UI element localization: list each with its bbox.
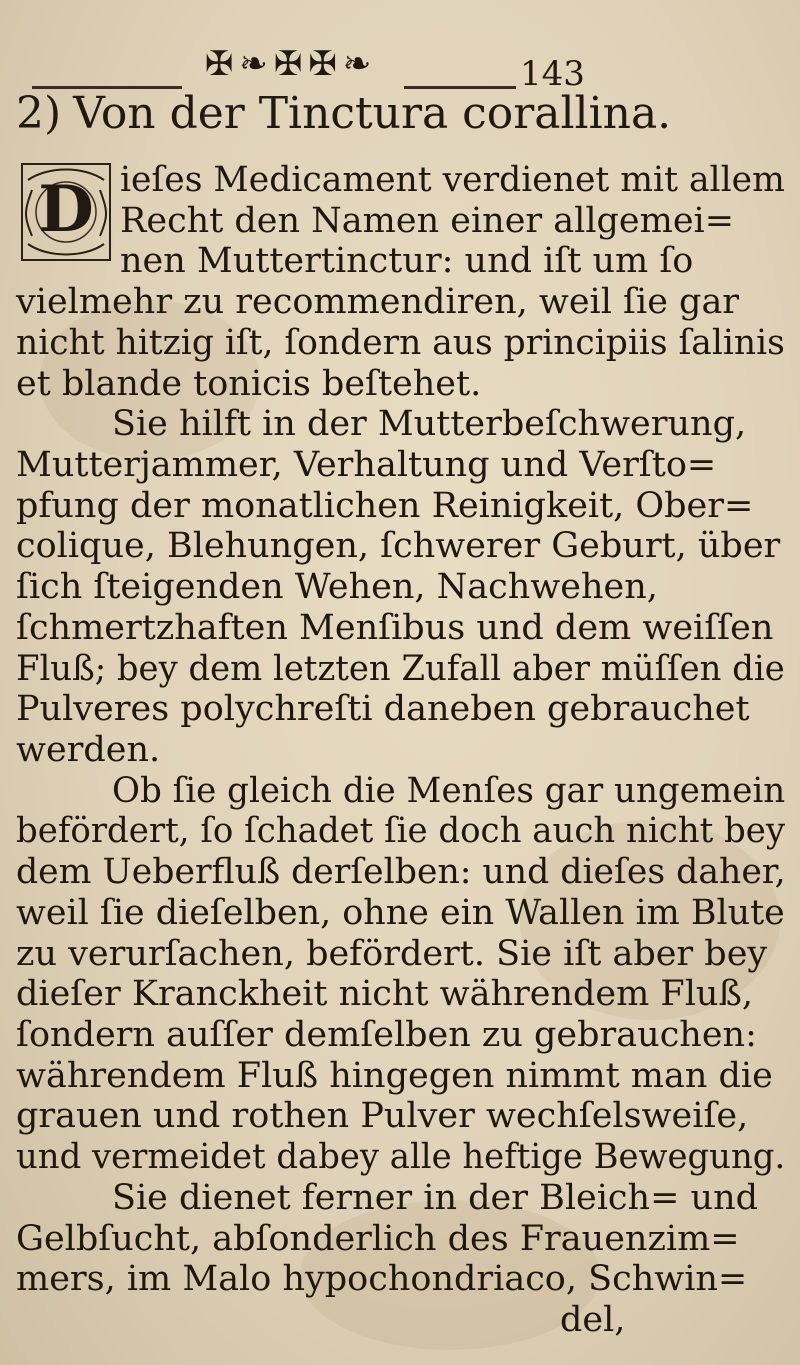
text-line: pfung der monatlichen Reinigkeit, Ober= bbox=[16, 486, 754, 526]
text-line: nicht hitzig iſt, ſondern aus principiis ſalinis bbox=[16, 323, 785, 363]
text-line: Recht den Namen einer allgemei= bbox=[120, 201, 735, 241]
header-ornament: ✠❧✠✠❧ bbox=[204, 44, 378, 84]
catchword: del, bbox=[560, 1300, 626, 1340]
text-line: Pulveres polychreſti daneben gebrauchet bbox=[16, 689, 750, 729]
decorated-initial bbox=[18, 160, 114, 264]
section-title: Von der Tinctura corallina. bbox=[73, 88, 672, 139]
text-line: ſchmertzhaften Menſibus und dem weiſſen bbox=[16, 608, 774, 648]
text-line: ſich ſteigenden Wehen, Nachwehen, bbox=[16, 567, 658, 607]
text-line: währendem Fluß hingegen nimmt man die bbox=[16, 1056, 773, 1096]
text-line: ſondern auſſer demſelben zu gebrauchen: bbox=[16, 1015, 757, 1055]
text-line: werden. bbox=[16, 730, 161, 770]
text-line: weil ſie dieſelben, ohne ein Wallen im Blute bbox=[16, 893, 785, 933]
initial-letter: D bbox=[38, 172, 94, 247]
text-line: befördert, ſo ſchadet ſie doch auch nicht bey bbox=[16, 811, 786, 851]
text-line: nen Muttertinctur: und iſt um ſo bbox=[120, 241, 694, 281]
text-line: mers, im Malo hypochondriaco, Schwin= bbox=[16, 1259, 748, 1299]
page-number: 143 bbox=[520, 54, 585, 94]
section-number: 2) bbox=[16, 88, 62, 139]
text-line: Fluß; bey dem letzten Zufall aber müſſen die bbox=[16, 649, 785, 689]
text-line: zu verurſachen, befördert. Sie iſt aber bey bbox=[16, 934, 768, 974]
text-line: colique, Blehungen, ſchwerer Geburt, über bbox=[16, 526, 781, 566]
paragraph-start-line: Sie hilft in der Mutterbeſchwerung, bbox=[112, 404, 747, 444]
text-line: et blande tonicis beſtehet. bbox=[16, 364, 482, 404]
paragraph-start-line: Ob ſie gleich die Menſes gar ungemein bbox=[112, 771, 786, 811]
text-line: grauen und rothen Pulver wechſelsweiſe, bbox=[16, 1096, 749, 1136]
text-line: ieſes Medicament verdienet mit allem bbox=[120, 160, 785, 200]
text-line: Gelbſucht, abſonderlich des Frauenzim= bbox=[16, 1219, 740, 1259]
text-line: vielmehr zu recommendiren, weil ſie gar bbox=[16, 282, 740, 322]
text-line: dieſer Kranckheit nicht währendem Fluß, bbox=[16, 974, 753, 1014]
page-header bbox=[0, 18, 800, 98]
paragraph-start-line: Sie dienet ferner in der Bleich= und bbox=[112, 1178, 759, 1218]
text-line: dem Ueberfluß derſelben: und dieſes daher, bbox=[16, 852, 786, 892]
text-line: Mutterjammer, Verhaltung und Verſto= bbox=[16, 445, 717, 485]
section-heading bbox=[16, 88, 785, 140]
text-line: und vermeidet dabey alle heftige Bewegung. bbox=[16, 1137, 786, 1177]
